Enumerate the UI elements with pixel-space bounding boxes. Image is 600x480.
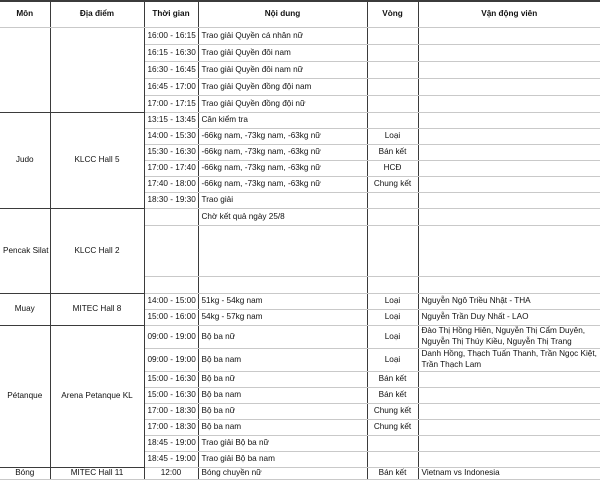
cell-time: 17:40 - 18:00	[144, 177, 198, 193]
cell-round	[367, 452, 418, 468]
cell-athlete	[418, 436, 600, 452]
cell-athlete	[418, 145, 600, 161]
cell-time: 15:00 - 16:30	[144, 388, 198, 404]
table-row	[0, 209, 600, 226]
cell-time	[144, 226, 198, 277]
cell-athlete: Danh Hồng, Thạch Tuấn Thanh, Trần Ngọc Kiệt, Trần Thạch Lam	[418, 349, 600, 372]
cell-content: -66kg nam, -73kg nam, -63kg nữ	[198, 145, 367, 161]
cell-athlete	[418, 161, 600, 177]
cell-round: HCĐ	[367, 161, 418, 177]
cell-round: Bán kết	[367, 388, 418, 404]
table-body	[0, 28, 600, 480]
cell-athlete	[418, 129, 600, 145]
cell-venue: MITEC Hall 8	[50, 294, 144, 326]
cell-round	[367, 226, 418, 277]
cell-round: Loại	[367, 326, 418, 349]
cell-time: 17:00 - 17:15	[144, 96, 198, 113]
cell-round	[367, 209, 418, 226]
cell-content: Trao giải Quyền cá nhân nữ	[198, 28, 367, 45]
cell-content: 51kg - 54kg nam	[198, 294, 367, 310]
cell-venue: Arena Petanque KL	[50, 326, 144, 468]
cell-time: 17:00 - 18:30	[144, 420, 198, 436]
cell-sport: Pétanque	[0, 326, 50, 468]
cell-content: Trao giải Bộ ba nữ	[198, 436, 367, 452]
cell-sport	[0, 28, 50, 113]
cell-time	[144, 277, 198, 294]
cell-venue: MITEC Hall 11	[50, 468, 144, 480]
cell-content: 54kg - 57kg nam	[198, 310, 367, 326]
cell-time: 09:00 - 19:00	[144, 326, 198, 349]
table-row	[0, 326, 600, 349]
cell-time: 15:00 - 16:00	[144, 310, 198, 326]
cell-content: -66kg nam, -73kg nam, -63kg nữ	[198, 129, 367, 145]
cell-content: -66kg nam, -73kg nam, -63kg nữ	[198, 161, 367, 177]
cell-athlete	[418, 62, 600, 79]
cell-content: Trao giải Quyền đôi nam	[198, 45, 367, 62]
cell-content: Trao giải Quyền đồng đội nam	[198, 79, 367, 96]
cell-athlete	[418, 388, 600, 404]
column-header-time: Thời gian	[144, 1, 198, 28]
table-row	[0, 28, 600, 45]
cell-time	[144, 209, 198, 226]
cell-athlete	[418, 177, 600, 193]
cell-time: 09:00 - 19:00	[144, 349, 198, 372]
cell-athlete	[418, 45, 600, 62]
cell-time: 12:00	[144, 468, 198, 480]
cell-content: Trao giải Quyền đồng đội nữ	[198, 96, 367, 113]
cell-sport: Bóng	[0, 468, 50, 480]
cell-time: 14:00 - 15:00	[144, 294, 198, 310]
cell-content: Bộ ba nữ	[198, 326, 367, 349]
cell-content: Bộ ba nữ	[198, 372, 367, 388]
cell-round	[367, 28, 418, 45]
table-row	[0, 294, 600, 310]
cell-athlete	[418, 404, 600, 420]
cell-round: Loại	[367, 129, 418, 145]
table-row	[0, 468, 600, 480]
table-row	[0, 113, 600, 129]
cell-content: Trao giải Bộ ba nam	[198, 452, 367, 468]
cell-sport: Muay	[0, 294, 50, 326]
cell-round	[367, 113, 418, 129]
cell-content	[198, 277, 367, 294]
cell-sport: Pencak Silat	[0, 209, 50, 294]
cell-content: Cân kiểm tra	[198, 113, 367, 129]
cell-time: 15:00 - 16:30	[144, 372, 198, 388]
column-header-content: Nội dung	[198, 1, 367, 28]
cell-round	[367, 96, 418, 113]
cell-round: Chung kết	[367, 177, 418, 193]
cell-round	[367, 79, 418, 96]
cell-athlete	[418, 193, 600, 209]
cell-round: Chung kết	[367, 404, 418, 420]
cell-athlete: Nguyễn Trần Duy Nhất - LAO	[418, 310, 600, 326]
cell-content: Bộ ba nam	[198, 420, 367, 436]
cell-athlete	[418, 277, 600, 294]
cell-content: Trao giải Quyền đôi nam nữ	[198, 62, 367, 79]
cell-content: Bộ ba nữ	[198, 404, 367, 420]
column-header-venue: Địa điểm	[50, 1, 144, 28]
cell-athlete: Nguyễn Ngô Triều Nhật - THA	[418, 294, 600, 310]
cell-time: 17:00 - 18:30	[144, 404, 198, 420]
cell-athlete	[418, 113, 600, 129]
cell-content: -66kg nam, -73kg nam, -63kg nữ	[198, 177, 367, 193]
cell-round: Bán kết	[367, 468, 418, 480]
cell-round	[367, 45, 418, 62]
cell-round: Chung kết	[367, 420, 418, 436]
cell-time: 18:45 - 19:00	[144, 436, 198, 452]
cell-time: 15:30 - 16:30	[144, 145, 198, 161]
cell-time: 16:45 - 17:00	[144, 79, 198, 96]
cell-venue	[50, 28, 144, 113]
cell-round	[367, 193, 418, 209]
cell-content: Bộ ba nam	[198, 388, 367, 404]
table-header-row	[0, 1, 600, 28]
cell-athlete: Vietnam vs Indonesia	[418, 468, 600, 480]
cell-time: 14:00 - 15:30	[144, 129, 198, 145]
cell-content: Chờ kết quả ngày 25/8	[198, 209, 367, 226]
cell-round: Bán kết	[367, 145, 418, 161]
cell-athlete	[418, 226, 600, 277]
cell-venue: KLCC Hall 5	[50, 113, 144, 209]
column-header-athlete: Vận động viên	[418, 1, 600, 28]
cell-athlete	[418, 96, 600, 113]
cell-athlete	[418, 452, 600, 468]
cell-time: 13:15 - 13:45	[144, 113, 198, 129]
cell-round: Bán kết	[367, 372, 418, 388]
cell-athlete	[418, 28, 600, 45]
cell-time: 16:15 - 16:30	[144, 45, 198, 62]
cell-content: Trao giải	[198, 193, 367, 209]
cell-round	[367, 277, 418, 294]
cell-round: Loại	[367, 349, 418, 372]
cell-round	[367, 436, 418, 452]
cell-content: Bóng chuyền nữ	[198, 468, 367, 480]
cell-athlete	[418, 79, 600, 96]
cell-sport: Judo	[0, 113, 50, 209]
cell-round: Loại	[367, 294, 418, 310]
cell-time: 18:30 - 19:30	[144, 193, 198, 209]
cell-content	[198, 226, 367, 277]
cell-athlete	[418, 372, 600, 388]
cell-content: Bộ ba nam	[198, 349, 367, 372]
cell-venue: KLCC Hall 2	[50, 209, 144, 294]
column-header-round: Vòng	[367, 1, 418, 28]
cell-round: Loại	[367, 310, 418, 326]
cell-athlete: Đào Thị Hồng Hiên, Nguyễn Thị Cẩm Duyên, Nguyễn Thị Thúy Kiều, Nguyễn Thị Trang	[418, 326, 600, 349]
cell-time: 16:30 - 16:45	[144, 62, 198, 79]
cell-time: 16:00 - 16:15	[144, 28, 198, 45]
cell-time: 17:00 - 17:40	[144, 161, 198, 177]
cell-time: 18:45 - 19:00	[144, 452, 198, 468]
cell-athlete	[418, 209, 600, 226]
column-header-sport: Môn	[0, 1, 50, 28]
cell-athlete	[418, 420, 600, 436]
cell-round	[367, 62, 418, 79]
